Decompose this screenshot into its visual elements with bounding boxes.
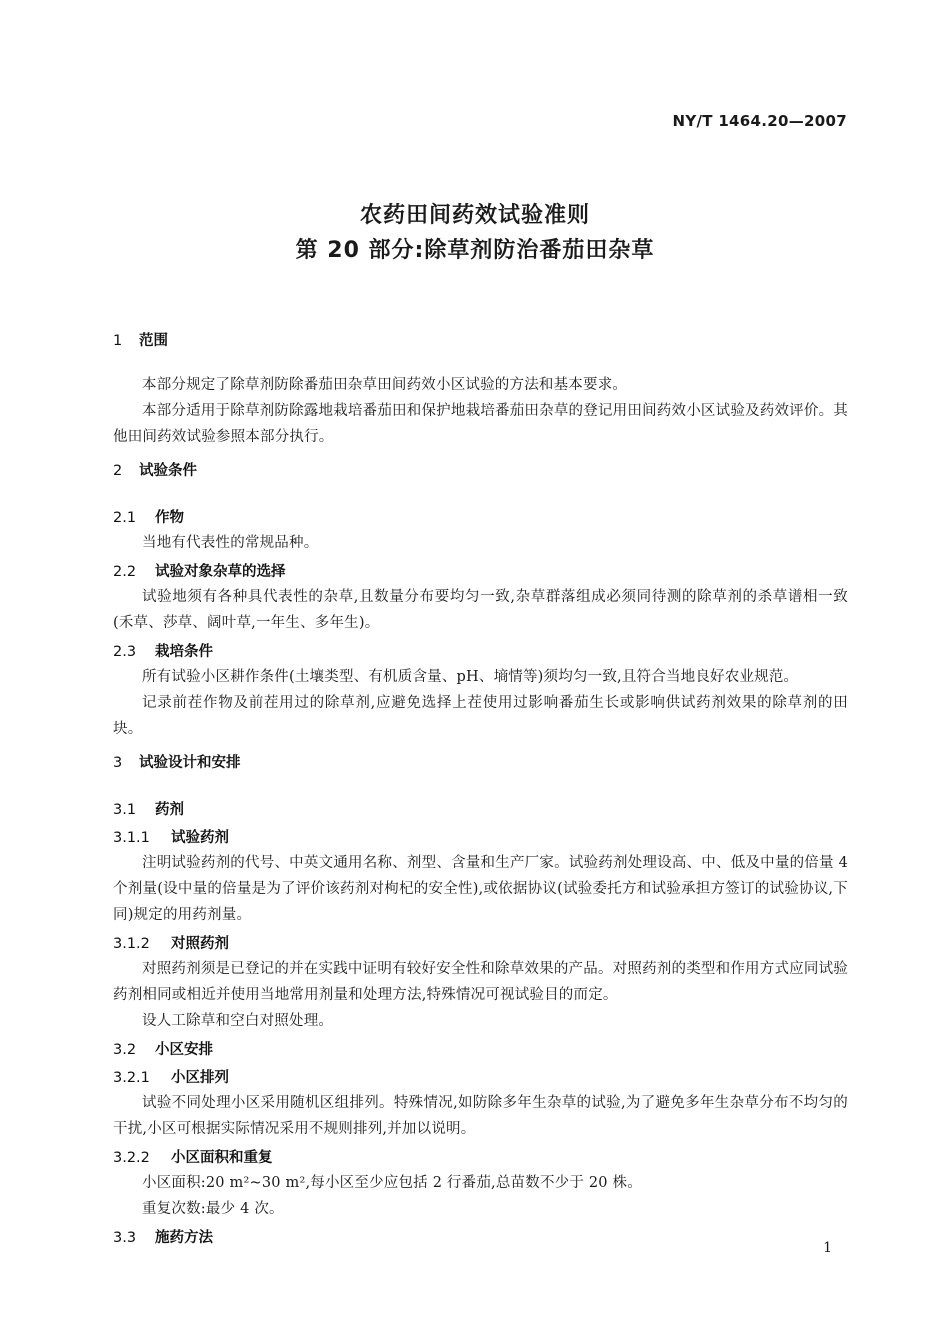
section-number: 2.3	[113, 644, 137, 660]
section-title: 栽培条件	[155, 644, 213, 660]
section-number: 3.2.1	[113, 1070, 150, 1086]
paragraph: 注明试验药剂的代号、中英文通用名称、剂型、含量和生产厂家。试验药剂处理设高、中、低及中量的倍量 4 个剂量(设中量的倍量是为了评价该药剂对枸杞的安全性),或依据协议(试验委托方和试验承担方签订的试验协议,下同)规定的用药剂量。	[113, 855, 848, 923]
section-title: 范围	[139, 333, 168, 349]
section-title: 小区排列	[171, 1070, 229, 1086]
section-title: 小区面积和重复	[171, 1150, 273, 1166]
paragraph: 本部分规定了除草剂防除番茄田杂草田间药效小区试验的方法和基本要求。	[142, 377, 628, 393]
section-number: 1	[113, 333, 123, 349]
section-number: 3.2	[113, 1042, 137, 1058]
section-heading	[113, 1066, 848, 1090]
paragraph: 记录前茬作物及前茬用过的除草剂,应避免选择上茬使用过影响番茄生长或影响供试药剂效果的除草剂的田块。	[113, 695, 848, 737]
section-title: 试验设计和安排	[139, 755, 241, 771]
section-number: 3.1.2	[113, 936, 150, 952]
paragraph: 试验不同处理小区采用随机区组排列。特殊情况,如防除多年生杂草的试验,为了避免多年生杂草分布不均匀的干扰,小区可根据实际情况采用不规则排列,并加以说明。	[113, 1095, 848, 1137]
section-title: 对照药剂	[171, 936, 229, 952]
paragraph: 当地有代表性的常规品种。	[142, 535, 319, 551]
paragraph: 重复次数:最少 4 次。	[142, 1201, 284, 1217]
section-title: 施药方法	[155, 1230, 213, 1246]
section-heading	[113, 458, 848, 502]
standard-code: NY/T 1464.20—2007	[672, 112, 847, 130]
section-number: 3.3	[113, 1230, 137, 1246]
section-heading	[113, 1226, 848, 1250]
paragraph: 对照药剂须是已登记的并在实践中证明有较好安全性和除草效果的产品。对照药剂的类型和作用方式应同试验药剂相同或相近并使用当地常用剂量和处理方法,特殊情况可视试验目的而定。	[113, 961, 848, 1003]
section-heading	[113, 826, 848, 850]
paragraph: 本部分适用于除草剂防除露地栽培番茄田和保护地栽培番茄田杂草的登记用田间药效小区试验及药效评价。其他田间药效试验参照本部分执行。	[113, 403, 848, 445]
paragraph: 小区面积:20 m²~30 m²,每小区至少应包括 2 行番茄,总苗数不少于 20 株。	[142, 1175, 642, 1191]
paragraph: 试验地须有各种具代表性的杂草,且数量分布要均匀一致,杂草群落组成必须同待测的除草剂的杀草谱相一致(禾草、莎草、阔叶草,一年生、多年生)。	[113, 589, 848, 631]
section-title: 试验药剂	[171, 830, 229, 846]
section-title: 小区安排	[155, 1042, 213, 1058]
section-heading	[113, 560, 848, 584]
section-heading	[113, 1038, 848, 1062]
section-title: 作物	[155, 510, 184, 526]
section-heading	[113, 750, 848, 794]
document-title: 农药田间药效试验准则	[359, 203, 590, 228]
document-body	[113, 320, 848, 1250]
section-heading	[113, 798, 848, 822]
paragraph: 设人工除草和空白对照处理。	[142, 1013, 334, 1029]
section-number: 3	[113, 755, 123, 771]
section-title: 试验对象杂草的选择	[155, 564, 286, 580]
page-number: 1	[823, 1240, 832, 1256]
section-title: 药剂	[155, 802, 184, 818]
document-subtitle: 第 20 部分:除草剂防治番茄田杂草	[295, 238, 655, 263]
section-title: 试验条件	[139, 463, 197, 479]
section-heading	[113, 932, 848, 956]
section-number: 2.2	[113, 564, 137, 580]
paragraph: 所有试验小区耕作条件(土壤类型、有机质含量、pH、墒情等)须均匀一致,且符合当地良好农业规范。	[142, 669, 799, 685]
section-heading	[113, 506, 848, 530]
section-heading	[113, 1146, 848, 1170]
section-number: 3.1.1	[113, 830, 150, 846]
section-heading	[113, 640, 848, 664]
section-number: 3.2.2	[113, 1150, 150, 1166]
section-number: 2	[113, 463, 123, 479]
section-heading	[113, 328, 848, 372]
section-number: 3.1	[113, 802, 137, 818]
section-number: 2.1	[113, 510, 137, 526]
